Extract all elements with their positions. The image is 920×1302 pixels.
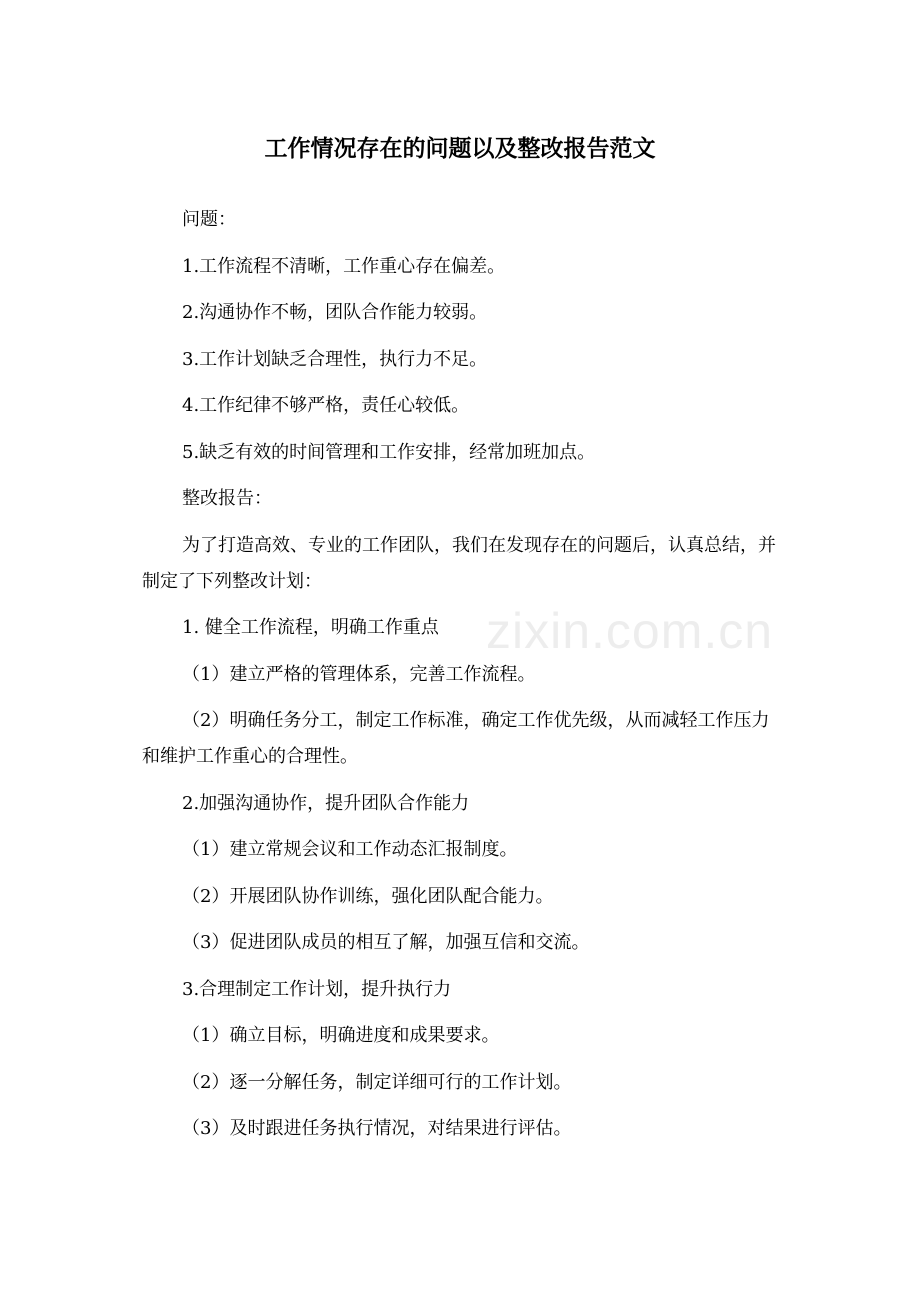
paragraph-problem-3: 3.工作计划缺乏合理性，执行力不足。	[182, 348, 488, 370]
paragraph-problem-1: 1.工作流程不清晰，工作重心存在偏差。	[182, 255, 506, 277]
paragraph-plan-2-heading: 2.加强沟通协作，提升团队合作能力	[182, 792, 470, 814]
paragraph-plan-3-item-1: （1）确立目标，明确进度和成果要求。	[182, 1025, 500, 1046]
paragraph-plan-3-item-2: （2）逐一分解任务，制定详细可行的工作计划。	[182, 1071, 572, 1093]
paragraph-report-intro: 为了打造高效、专业的工作团队，我们在发现存在的问题后，认真总结，并制定了下列整改计划：	[142, 534, 776, 592]
paragraph-plan-3-item-3: （3）及时跟进任务执行情况，对结果进行评估。	[182, 1118, 572, 1139]
paragraph-plan-2-item-2: （2）开展团队协作训练，强化团队配合能力。	[182, 885, 554, 907]
paragraph-plan-2-item-3: （3）促进团队成员的相互了解，加强互信和交流。	[182, 932, 590, 953]
watermark-text: zixin.com.cn	[486, 603, 774, 659]
document-body	[142, 202, 782, 1158]
paragraph-problem-4: 4.工作纪律不够严格，责任心较低。	[182, 395, 470, 416]
paragraph-report-heading: 整改报告：	[182, 488, 272, 509]
paragraph-plan-1-heading: 1. 健全工作流程，明确工作重点	[182, 617, 439, 638]
paragraph-plan-3-heading: 3.合理制定工作计划，提升执行力	[182, 978, 452, 1000]
paragraph-plan-1-item-1: （1）建立严格的管理体系，完善工作流程。	[182, 663, 536, 685]
paragraph-problem-2: 2.沟通协作不畅，团队合作能力较弱。	[182, 302, 488, 323]
paragraph-problem-5: 5.缺乏有效的时间管理和工作安排，经常加班加点。	[182, 441, 596, 463]
paragraph-plan-2-item-1: （1）建立常规会议和工作动态汇报制度。	[182, 839, 518, 860]
document-title: 工作情况存在的问题以及整改报告范文	[264, 136, 656, 162]
paragraph-plan-1-item-2: （2）明确任务分工，制定工作标准，确定工作优先级，从而减轻工作压力和维护工作重心的合理性。	[142, 710, 770, 767]
paragraph-problems-heading: 问题：	[182, 209, 236, 230]
